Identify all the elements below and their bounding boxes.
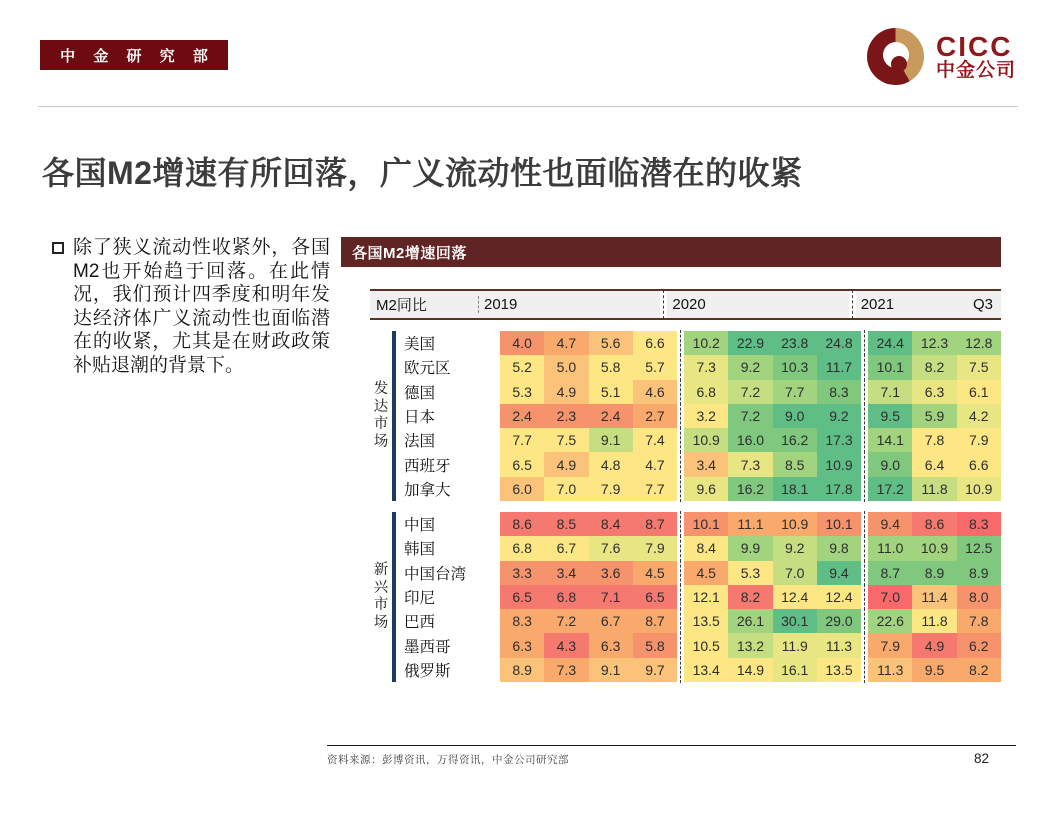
heatmap-cell: 9.7 bbox=[633, 658, 677, 682]
heatmap-cell: 9.4 bbox=[868, 512, 912, 536]
heatmap-cell: 24.8 bbox=[817, 331, 861, 355]
column-group-divider bbox=[861, 536, 868, 560]
heatmap-cell: 8.2 bbox=[728, 585, 772, 609]
column-group-divider bbox=[677, 477, 684, 501]
heatmap-title: 各国M2增速回落 bbox=[352, 244, 467, 262]
heatmap-cell: 16.2 bbox=[728, 477, 772, 501]
heatmap-cell: 5.3 bbox=[500, 380, 544, 404]
table-row bbox=[399, 609, 1001, 633]
heatmap-cell: 8.4 bbox=[589, 512, 633, 536]
heatmap-panel bbox=[341, 237, 1001, 682]
column-group-divider bbox=[861, 452, 868, 476]
heatmap-cell: 9.4 bbox=[817, 561, 861, 585]
heatmap-cell: 7.2 bbox=[544, 609, 588, 633]
heatmap-cell: 6.1 bbox=[957, 380, 1001, 404]
heatmap-cell: 6.5 bbox=[633, 585, 677, 609]
heatmap-cell: 9.5 bbox=[912, 658, 956, 682]
market-group bbox=[370, 331, 1001, 501]
heatmap-cell: 6.5 bbox=[500, 452, 544, 476]
heatmap-cell: 5.2 bbox=[500, 355, 544, 379]
column-group-divider bbox=[677, 658, 684, 682]
heatmap-cell: 12.3 bbox=[912, 331, 956, 355]
column-group-divider bbox=[861, 428, 868, 452]
heatmap-cell: 8.9 bbox=[957, 561, 1001, 585]
market-group-label bbox=[370, 512, 392, 682]
heatmap-cell: 8.9 bbox=[912, 561, 956, 585]
bullet-square-icon bbox=[52, 242, 64, 254]
heatmap-cell: 8.5 bbox=[773, 452, 817, 476]
heatmap-cell: 3.4 bbox=[544, 561, 588, 585]
heatmap-grid bbox=[399, 512, 1001, 682]
heatmap-cell: 7.0 bbox=[773, 561, 817, 585]
heatmap-cell: 10.1 bbox=[684, 512, 728, 536]
column-group-divider bbox=[677, 512, 684, 536]
heatmap-cell: 7.8 bbox=[912, 428, 956, 452]
heatmap-cell: 9.2 bbox=[728, 355, 772, 379]
heatmap-cell: 26.1 bbox=[728, 609, 772, 633]
table-row bbox=[399, 331, 1001, 355]
table-row bbox=[399, 585, 1001, 609]
column-group-divider bbox=[861, 658, 868, 682]
heatmap-cell: 6.0 bbox=[500, 477, 544, 501]
heatmap-cell: 7.2 bbox=[728, 380, 772, 404]
heatmap-cell: 7.9 bbox=[633, 536, 677, 560]
heatmap-cell: 8.5 bbox=[544, 512, 588, 536]
heatmap-cell: 4.9 bbox=[544, 380, 588, 404]
heatmap-cell: 4.3 bbox=[544, 633, 588, 657]
country-label: 中国台湾 bbox=[404, 565, 467, 583]
heatmap-cell: 24.4 bbox=[868, 331, 912, 355]
heatmap-cell: 4.6 bbox=[633, 380, 677, 404]
country-label: 印尼 bbox=[404, 589, 436, 607]
table-row bbox=[399, 355, 1001, 379]
heatmap-cell: 8.3 bbox=[817, 380, 861, 404]
heatmap-cell: 9.1 bbox=[589, 658, 633, 682]
table-row bbox=[399, 658, 1001, 682]
heatmap-cell: 7.9 bbox=[868, 633, 912, 657]
market-group-label-char: 市 bbox=[373, 416, 389, 432]
heatmap-cell: 8.2 bbox=[912, 355, 956, 379]
table-row bbox=[399, 561, 1001, 585]
heatmap-cell: 7.7 bbox=[773, 380, 817, 404]
heatmap-cell: 4.5 bbox=[633, 561, 677, 585]
heatmap-cell: 8.6 bbox=[912, 512, 956, 536]
heatmap-cell: 7.1 bbox=[868, 380, 912, 404]
heatmap-cell: 10.2 bbox=[684, 331, 728, 355]
heatmap-cell: 14.1 bbox=[868, 428, 912, 452]
column-group-divider bbox=[677, 609, 684, 633]
brand-text bbox=[936, 32, 1016, 81]
heatmap-cell: 14.9 bbox=[728, 658, 772, 682]
market-group-label-char: 兴 bbox=[373, 579, 389, 596]
market-group bbox=[370, 512, 1001, 682]
heatmap-cell: 6.7 bbox=[589, 609, 633, 633]
country-label: 韩国 bbox=[404, 541, 436, 559]
table-row bbox=[399, 380, 1001, 404]
country-label: 加拿大 bbox=[404, 481, 451, 499]
heatmap-cell: 6.7 bbox=[544, 536, 588, 560]
heatmap-cell: 11.4 bbox=[912, 585, 956, 609]
column-group-divider bbox=[861, 561, 868, 585]
column-group-divider bbox=[861, 355, 868, 379]
heatmap-cell: 4.9 bbox=[544, 452, 588, 476]
table-row bbox=[399, 512, 1001, 536]
heatmap-corner-label: M2同比 bbox=[376, 297, 427, 314]
heatmap-cell: 16.0 bbox=[728, 428, 772, 452]
heatmap-cell: 7.9 bbox=[589, 477, 633, 501]
heatmap-cell: 8.6 bbox=[500, 512, 544, 536]
market-group-bar bbox=[392, 512, 396, 682]
footer-divider bbox=[327, 745, 1016, 746]
heatmap-cell: 2.7 bbox=[633, 404, 677, 428]
heatmap-header bbox=[370, 289, 1001, 320]
heatmap-cell: 5.8 bbox=[633, 633, 677, 657]
heatmap-cell: 6.3 bbox=[589, 633, 633, 657]
heatmap-cell: 6.5 bbox=[500, 585, 544, 609]
heatmap-cell: 29.0 bbox=[817, 609, 861, 633]
heatmap-grid bbox=[399, 331, 1001, 501]
country-label: 墨西哥 bbox=[404, 638, 451, 656]
heatmap-cell: 9.8 bbox=[817, 536, 861, 560]
heatmap-cell: 8.2 bbox=[957, 658, 1001, 682]
heatmap-cell: 16.1 bbox=[773, 658, 817, 682]
heatmap-cell: 7.9 bbox=[957, 428, 1001, 452]
heatmap-cell: 10.9 bbox=[957, 477, 1001, 501]
heatmap-cell: 10.9 bbox=[773, 512, 817, 536]
heatmap-cell: 4.0 bbox=[500, 331, 544, 355]
heatmap-cell: 7.3 bbox=[544, 658, 588, 682]
heatmap-cell: 5.1 bbox=[589, 380, 633, 404]
heatmap-cell: 3.2 bbox=[684, 404, 728, 428]
column-group-divider bbox=[660, 291, 667, 318]
heatmap-cell: 7.0 bbox=[544, 477, 588, 501]
heatmap-cell: 11.3 bbox=[868, 658, 912, 682]
heatmap-cell: 11.3 bbox=[817, 633, 861, 657]
brand-logo bbox=[867, 28, 1016, 85]
heatmap-cell: 9.9 bbox=[728, 536, 772, 560]
heatmap-cell: 13.5 bbox=[684, 609, 728, 633]
heatmap-cell: 6.8 bbox=[544, 585, 588, 609]
market-group-label-char: 场 bbox=[373, 614, 389, 631]
market-group-label-char: 达 bbox=[373, 398, 389, 415]
heatmap-cell: 9.6 bbox=[684, 477, 728, 501]
heatmap-cell: 2.3 bbox=[544, 404, 588, 428]
column-group-header: 2020 bbox=[672, 296, 706, 313]
heatmap-cell: 2.4 bbox=[500, 404, 544, 428]
heatmap-cell: 3.6 bbox=[589, 561, 633, 585]
column-group-divider bbox=[677, 452, 684, 476]
heatmap-cell: 11.8 bbox=[912, 477, 956, 501]
bullet-text: 除了狭义流动性收紧外，各国M2也开始趋于回落。在此情况，我们预计四季度和明年发达经济体广义流动性也面临潜在的收紧，尤其是在财政政策补贴退潮的背景下。 bbox=[73, 237, 330, 376]
column-group-divider bbox=[861, 404, 868, 428]
cicc-logo-icon bbox=[867, 28, 924, 85]
country-label: 德国 bbox=[404, 384, 436, 402]
column-group-divider bbox=[677, 355, 684, 379]
source-note: 资料来源：彭博资讯，万得资讯，中金公司研究部 bbox=[327, 754, 569, 766]
column-group-divider bbox=[861, 609, 868, 633]
brand-name-en: CICC bbox=[935, 30, 1013, 62]
heatmap-cell: 16.2 bbox=[773, 428, 817, 452]
heatmap-cell: 7.5 bbox=[544, 428, 588, 452]
heatmap-cell: 5.7 bbox=[633, 355, 677, 379]
cicc-logo-dot bbox=[891, 56, 907, 72]
market-group-label-char: 发 bbox=[373, 381, 389, 397]
heatmap-cell: 5.6 bbox=[589, 331, 633, 355]
heatmap-cell: 4.5 bbox=[684, 561, 728, 585]
heatmap-cell: 10.9 bbox=[684, 428, 728, 452]
country-label: 俄罗斯 bbox=[404, 662, 451, 680]
heatmap-cell: 3.3 bbox=[500, 561, 544, 585]
heatmap-cell: 13.5 bbox=[817, 658, 861, 682]
department-banner bbox=[40, 40, 228, 70]
country-label: 巴西 bbox=[404, 614, 436, 632]
heatmap-cell: 10.9 bbox=[912, 536, 956, 560]
heatmap-cell: 11.9 bbox=[773, 633, 817, 657]
heatmap-cell: 12.5 bbox=[957, 536, 1001, 560]
table-row bbox=[399, 428, 1001, 452]
heatmap-cell: 11.1 bbox=[728, 512, 772, 536]
heatmap-cell: 9.2 bbox=[817, 404, 861, 428]
heatmap-cell: 7.1 bbox=[589, 585, 633, 609]
page-number: 82 bbox=[974, 751, 990, 766]
market-group-label-char: 市 bbox=[373, 597, 389, 613]
heatmap-cell: 8.3 bbox=[957, 512, 1001, 536]
heatmap-cell: 22.6 bbox=[868, 609, 912, 633]
heatmap-cell: 6.4 bbox=[912, 452, 956, 476]
heatmap-cell: 4.9 bbox=[912, 633, 956, 657]
heatmap-cell: 17.3 bbox=[817, 428, 861, 452]
heatmap-cell: 8.7 bbox=[868, 561, 912, 585]
heatmap-cell: 30.1 bbox=[773, 609, 817, 633]
heatmap-cell: 8.7 bbox=[633, 609, 677, 633]
column-group-divider bbox=[861, 331, 868, 355]
heatmap-cell: 12.1 bbox=[684, 585, 728, 609]
heatmap-cell: 8.9 bbox=[500, 658, 544, 682]
page-title: 各国M2增速有所回落，广义流动性也面临潜在的收紧 bbox=[42, 155, 803, 191]
group-gap bbox=[370, 501, 1001, 512]
heatmap-cell: 4.7 bbox=[633, 452, 677, 476]
heatmap-cell: 13.4 bbox=[684, 658, 728, 682]
column-group-divider bbox=[861, 477, 868, 501]
heatmap-cell: 17.2 bbox=[868, 477, 912, 501]
heatmap-cell: 7.8 bbox=[957, 609, 1001, 633]
country-label: 中国 bbox=[404, 517, 436, 535]
table-row bbox=[399, 633, 1001, 657]
heatmap-cell: 22.9 bbox=[728, 331, 772, 355]
country-label: 西班牙 bbox=[404, 457, 451, 475]
heatmap-cell: 5.0 bbox=[544, 355, 588, 379]
header-divider bbox=[38, 106, 1018, 107]
heatmap-cell: 6.6 bbox=[957, 452, 1001, 476]
heatmap-cell: 7.0 bbox=[868, 585, 912, 609]
heatmap-cell: 10.9 bbox=[817, 452, 861, 476]
market-group-bar bbox=[392, 331, 396, 501]
heatmap-cell: 11.0 bbox=[868, 536, 912, 560]
heatmap-cell: 8.7 bbox=[633, 512, 677, 536]
heatmap-cell: 5.9 bbox=[912, 404, 956, 428]
column-group-divider bbox=[677, 428, 684, 452]
table-row bbox=[399, 536, 1001, 560]
heatmap-cell: 5.3 bbox=[728, 561, 772, 585]
heatmap-cell: 18.1 bbox=[773, 477, 817, 501]
market-group-label-char: 新 bbox=[373, 562, 389, 578]
table-row bbox=[399, 477, 1001, 501]
heatmap-cell: 6.8 bbox=[684, 380, 728, 404]
heatmap-cell: 9.1 bbox=[589, 428, 633, 452]
heatmap-cell: 7.6 bbox=[589, 536, 633, 560]
heatmap-cell: 10.1 bbox=[817, 512, 861, 536]
heatmap-title-bar bbox=[341, 237, 1001, 267]
column-group-divider bbox=[861, 380, 868, 404]
heatmap-cell: 4.2 bbox=[957, 404, 1001, 428]
column-group-divider bbox=[677, 633, 684, 657]
heatmap-body bbox=[370, 331, 1001, 682]
heatmap-cell: 7.5 bbox=[957, 355, 1001, 379]
country-label: 法国 bbox=[404, 433, 436, 451]
heatmap-cell: 6.8 bbox=[500, 536, 544, 560]
heatmap-cell: 23.8 bbox=[773, 331, 817, 355]
column-group-divider bbox=[849, 291, 856, 318]
market-group-label-char: 场 bbox=[373, 433, 389, 450]
heatmap-cell: 7.3 bbox=[684, 355, 728, 379]
column-group-divider bbox=[677, 331, 684, 355]
heatmap-cell: 9.0 bbox=[773, 404, 817, 428]
heatmap-cell: 8.4 bbox=[684, 536, 728, 560]
heatmap-cell: 4.8 bbox=[589, 452, 633, 476]
bullet-block bbox=[52, 236, 330, 377]
heatmap-cell: 13.2 bbox=[728, 633, 772, 657]
heatmap-cell: 6.6 bbox=[633, 331, 677, 355]
column-group-divider bbox=[861, 585, 868, 609]
heatmap-cell: 7.4 bbox=[633, 428, 677, 452]
column-group-header: 2019 bbox=[478, 296, 660, 313]
heatmap-cell: 3.4 bbox=[684, 452, 728, 476]
country-label: 日本 bbox=[404, 408, 436, 426]
column-group-divider bbox=[677, 404, 684, 428]
country-label: 欧元区 bbox=[404, 360, 451, 378]
heatmap-cell: 6.3 bbox=[912, 380, 956, 404]
heatmap-cell: 5.8 bbox=[589, 355, 633, 379]
heatmap-cell: 4.7 bbox=[544, 331, 588, 355]
heatmap-cell: 10.3 bbox=[773, 355, 817, 379]
column-group-divider bbox=[861, 512, 868, 536]
heatmap-cell: 10.1 bbox=[868, 355, 912, 379]
brand-name-cn: 中金公司 bbox=[935, 60, 1016, 82]
table-row bbox=[399, 452, 1001, 476]
market-group-label bbox=[370, 331, 392, 501]
column-group-divider bbox=[861, 633, 868, 657]
heatmap-cell: 2.4 bbox=[589, 404, 633, 428]
heatmap-cell: 9.5 bbox=[868, 404, 912, 428]
column-group-divider bbox=[677, 536, 684, 560]
heatmap-cell: 12.4 bbox=[773, 585, 817, 609]
heatmap-cell: 8.0 bbox=[957, 585, 1001, 609]
heatmap-cell: 6.3 bbox=[500, 633, 544, 657]
heatmap-cell: 7.2 bbox=[728, 404, 772, 428]
heatmap-cell: 11.8 bbox=[912, 609, 956, 633]
heatmap-cell: 10.5 bbox=[684, 633, 728, 657]
column-group-header: Q3 bbox=[972, 296, 993, 313]
table-row bbox=[399, 404, 1001, 428]
column-group-divider bbox=[677, 585, 684, 609]
heatmap-cell: 9.0 bbox=[868, 452, 912, 476]
heatmap-cell: 7.7 bbox=[500, 428, 544, 452]
heatmap-cell: 7.7 bbox=[633, 477, 677, 501]
country-label: 美国 bbox=[404, 336, 436, 354]
column-group-divider bbox=[677, 561, 684, 585]
department-banner-label: 中 金 研 究 部 bbox=[60, 47, 215, 65]
heatmap-cell: 6.2 bbox=[957, 633, 1001, 657]
heatmap-cell: 17.8 bbox=[817, 477, 861, 501]
heatmap-cell: 7.3 bbox=[728, 452, 772, 476]
column-group-header: 2021 bbox=[860, 296, 895, 313]
heatmap-cell: 8.3 bbox=[500, 609, 544, 633]
heatmap-cell: 11.7 bbox=[817, 355, 861, 379]
column-group-divider bbox=[677, 380, 684, 404]
heatmap-cell: 12.4 bbox=[817, 585, 861, 609]
heatmap-cell: 12.8 bbox=[957, 331, 1001, 355]
heatmap-cell: 9.2 bbox=[773, 536, 817, 560]
